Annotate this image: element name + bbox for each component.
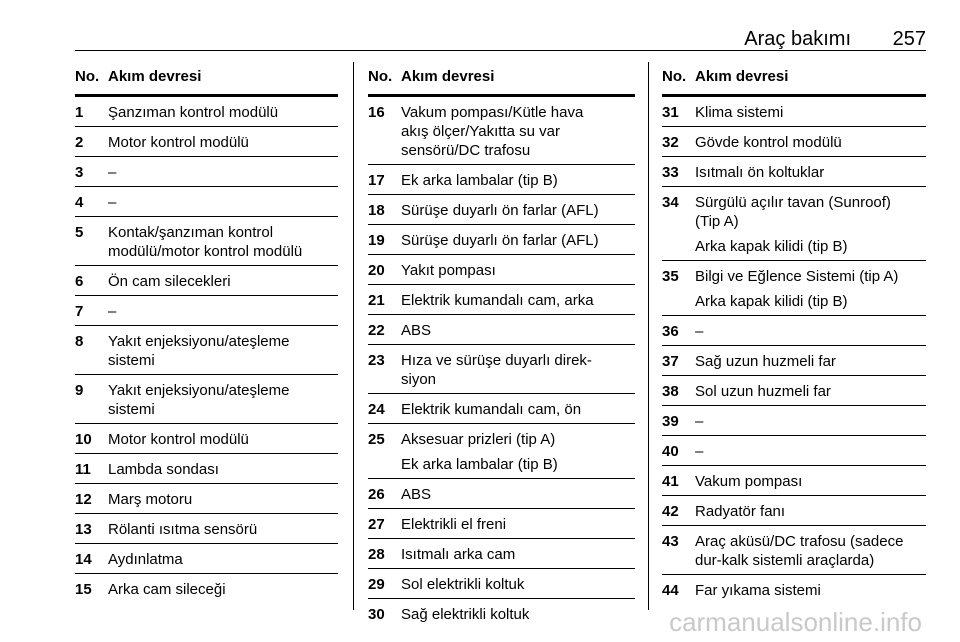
table-row [368,97,635,165]
circuit-text: akış ölçer/Yakıtta su var [401,123,560,140]
fuse-number: 20 [368,262,385,279]
circuit-description [401,509,635,538]
fuse-number: 44 [662,582,679,599]
fuse-number: 3 [75,164,84,181]
table-row [368,225,635,255]
circuit-description [401,225,635,254]
circuit-text: Rölanti ısıtma sensörü [108,521,258,538]
fuse-number: 33 [662,164,679,181]
table-row [368,255,635,285]
table-row [75,544,338,574]
circuit-text: Isıtmalı arka cam [401,546,516,563]
table-row [662,436,926,466]
circuit-text: Lambda sondası [108,461,219,478]
fuse-number: 40 [662,443,679,460]
circuit-description [108,97,338,126]
page-title: Araç bakımı [744,28,851,50]
circuit-description [401,285,635,314]
table-row [368,345,635,394]
table-row [662,526,926,575]
fuse-number: 5 [75,224,84,241]
circuit-description [695,316,926,345]
circuit-description [695,261,926,315]
circuit-text: Araç aküsü/DC trafosu (sadece [695,533,904,550]
table-row [75,574,338,603]
circuit-text: sistemi [108,352,155,369]
fuse-number: 36 [662,323,679,340]
circuit-text: Ön cam silecekleri [108,273,231,290]
circuit-text: Radyatör fanı [695,503,786,520]
fuse-number: 27 [368,516,385,533]
fuse-number: 43 [662,533,679,550]
circuit-description [695,127,926,156]
table-row [75,424,338,454]
fuse-number: 38 [662,383,679,400]
circuit-description [108,484,338,513]
circuit-description [108,514,338,543]
fuse-number: 13 [75,521,92,538]
circuit-description [108,454,338,483]
table-row [662,127,926,157]
column-divider [648,62,649,610]
table-row [368,539,635,569]
circuit-text: Sürgülü açılır tavan (Sunroof) [695,194,891,211]
fuse-number: 30 [368,606,385,623]
fuse-number: 42 [662,503,679,520]
header-circuit: Akım devresi [401,68,495,85]
fuse-number: 15 [75,581,92,598]
circuit-description [401,195,635,224]
circuit-description [108,424,338,453]
circuit-description [108,326,338,374]
circuit-text: Motor kontrol modülü [108,431,249,448]
circuit-description [108,266,338,295]
circuit-text: Gövde kontrol modülü [695,134,842,151]
table-row [662,466,926,496]
header-no: No. [662,68,687,85]
circuit-text: – [695,443,704,460]
circuit-description [695,436,926,465]
header-no: No. [75,68,100,85]
fuse-number: 21 [368,292,385,309]
circuit-text: sistemi [108,401,155,418]
circuit-text: siyon [401,371,437,388]
circuit-description [401,569,635,598]
circuit-text: Isıtmalı ön koltuklar [695,164,825,181]
fuse-number: 8 [75,333,84,350]
fuse-number: 10 [75,431,92,448]
fuse-number: 35 [662,268,679,285]
circuit-text: Aydınlatma [108,551,183,568]
circuit-text: Sürüşe duyarlı ön farlar (AFL) [401,232,599,249]
table-row [75,127,338,157]
table-header [368,68,635,97]
header-circuit: Akım devresi [695,68,789,85]
fuse-table-column-1 [75,68,338,603]
circuit-text: Elektrik kumandalı cam, ön [401,401,582,418]
circuit-text: Arka cam sileceği [108,581,226,598]
circuit-text: Ek arka lambalar (tip B) [401,172,558,189]
fuse-number: 18 [368,202,385,219]
watermark: carmanualsonline.info [669,607,922,637]
circuit-text: – [695,413,704,430]
circuit-text: Far yıkama sistemi [695,582,821,599]
table-row [368,599,635,628]
fuse-number: 37 [662,353,679,370]
circuit-text: Hıza ve sürüşe duyarlı direk- [401,352,592,369]
table-row [75,97,338,127]
fuse-number: 29 [368,576,385,593]
circuit-text: – [108,194,117,211]
circuit-text: Sol elektrikli koltuk [401,576,525,593]
fuse-number: 31 [662,104,679,121]
fuse-number: 1 [75,104,84,121]
table-row [662,376,926,406]
circuit-description [401,315,635,344]
table-row [75,454,338,484]
fuse-table-column-3 [662,68,926,604]
table-row [75,375,338,424]
circuit-description [108,127,338,156]
circuit-description [401,479,635,508]
circuit-description [401,165,635,194]
table-row [368,165,635,195]
circuit-text: Motor kontrol modülü [108,134,249,151]
circuit-description [695,406,926,435]
table-row [368,569,635,599]
table-row [368,509,635,539]
fuse-table-column-2 [368,68,635,628]
circuit-description [108,375,338,423]
fuse-number: 6 [75,273,84,290]
table-row [75,296,338,326]
table-row [368,315,635,345]
circuit-text: Yakıt enjeksiyonu/ateşleme [108,382,290,399]
table-row [368,195,635,225]
circuit-text: Elektrikli el freni [401,516,507,533]
fuse-number: 12 [75,491,92,508]
circuit-description [695,187,926,260]
circuit-description [108,544,338,573]
circuit-description [108,187,338,216]
fuse-number: 16 [368,104,385,121]
circuit-description [695,346,926,375]
table-header [662,68,926,97]
circuit-description [108,574,338,603]
circuit-text: – [695,323,704,340]
circuit-description [401,424,635,478]
table-row [75,326,338,375]
circuit-text: (Tip A) [695,213,739,230]
circuit-description [695,376,926,405]
table-row [368,394,635,424]
fuse-number: 24 [368,401,385,418]
circuit-description [401,394,635,423]
fuse-number: 11 [75,461,91,478]
header-no: No. [368,68,393,85]
column-divider [353,62,354,610]
fuse-number: 22 [368,322,385,339]
table-header [75,68,338,97]
circuit-text: – [108,303,117,320]
fuse-number: 34 [662,194,679,211]
table-row [662,97,926,127]
circuit-description [401,345,635,393]
fuse-number: 28 [368,546,385,563]
table-row [75,157,338,187]
header-circuit: Akım devresi [108,68,202,85]
circuit-text: – [108,164,117,181]
page-number: 257 [892,28,926,50]
circuit-text: Vakum pompası/Kütle hava [401,104,584,121]
circuit-text: Bilgi ve Eğlence Sistemi (tip A) [695,268,899,285]
circuit-text: modülü/motor kontrol modülü [108,243,303,260]
circuit-text: Kontak/şanzıman kontrol [108,224,274,241]
table-row [662,157,926,187]
table-row [75,217,338,266]
fuse-number: 41 [662,473,679,490]
circuit-text-alternate: Arka kapak kilidi (tip B) [695,238,848,255]
fuse-number: 39 [662,413,679,430]
circuit-text: Marş motoru [108,491,193,508]
circuit-text: ABS [401,486,432,503]
fuse-number: 19 [368,232,385,249]
page-header [75,20,926,51]
circuit-text: Klima sistemi [695,104,784,121]
table-row [75,514,338,544]
fuse-number: 32 [662,134,679,151]
circuit-text: Yakıt enjeksiyonu/ateşleme [108,333,290,350]
table-row [75,484,338,514]
circuit-description [401,97,635,164]
circuit-text: Vakum pompası [695,473,803,490]
table-row [662,406,926,436]
circuit-description [695,496,926,525]
circuit-text-alternate: Arka kapak kilidi (tip B) [695,293,848,310]
circuit-description [695,526,926,574]
circuit-text: Aksesuar prizleri (tip A) [401,431,556,448]
circuit-text-alternate: Ek arka lambalar (tip B) [401,456,558,473]
table-row [662,261,926,316]
circuit-description [401,255,635,284]
fuse-number: 9 [75,382,84,399]
circuit-text: Sağ uzun huzmeli far [695,353,836,370]
circuit-text: Elektrik kumandalı cam, arka [401,292,594,309]
circuit-description [695,575,926,604]
table-row [368,479,635,509]
fuse-number: 25 [368,431,385,448]
circuit-text: Sürüşe duyarlı ön farlar (AFL) [401,202,599,219]
circuit-description [401,539,635,568]
table-row [75,187,338,217]
circuit-text: Şanzıman kontrol modülü [108,104,279,121]
fuse-number: 23 [368,352,385,369]
circuit-description [695,157,926,186]
fuse-number: 26 [368,486,385,503]
fuse-number: 2 [75,134,84,151]
table-row [368,424,635,479]
table-row [662,496,926,526]
fuse-number: 17 [368,172,385,189]
circuit-text: Sağ elektrikli koltuk [401,606,530,623]
table-row [75,266,338,296]
table-row [662,575,926,604]
circuit-description [108,217,338,265]
circuit-description [401,599,635,628]
table-row [662,346,926,376]
fuse-number: 14 [75,551,92,568]
circuit-description [695,97,926,126]
circuit-description [695,466,926,495]
circuit-description [108,157,338,186]
fuse-number: 4 [75,194,84,211]
table-row [368,285,635,315]
circuit-text: sensörü/DC trafosu [401,142,531,159]
circuit-text: dur-kalk sistemli araçlarda) [695,552,875,569]
table-row [662,316,926,346]
table-row [662,187,926,261]
circuit-text: ABS [401,322,432,339]
circuit-text: Sol uzun huzmeli far [695,383,831,400]
fuse-number: 7 [75,303,84,320]
circuit-text: Yakıt pompası [401,262,496,279]
circuit-description [108,296,338,325]
